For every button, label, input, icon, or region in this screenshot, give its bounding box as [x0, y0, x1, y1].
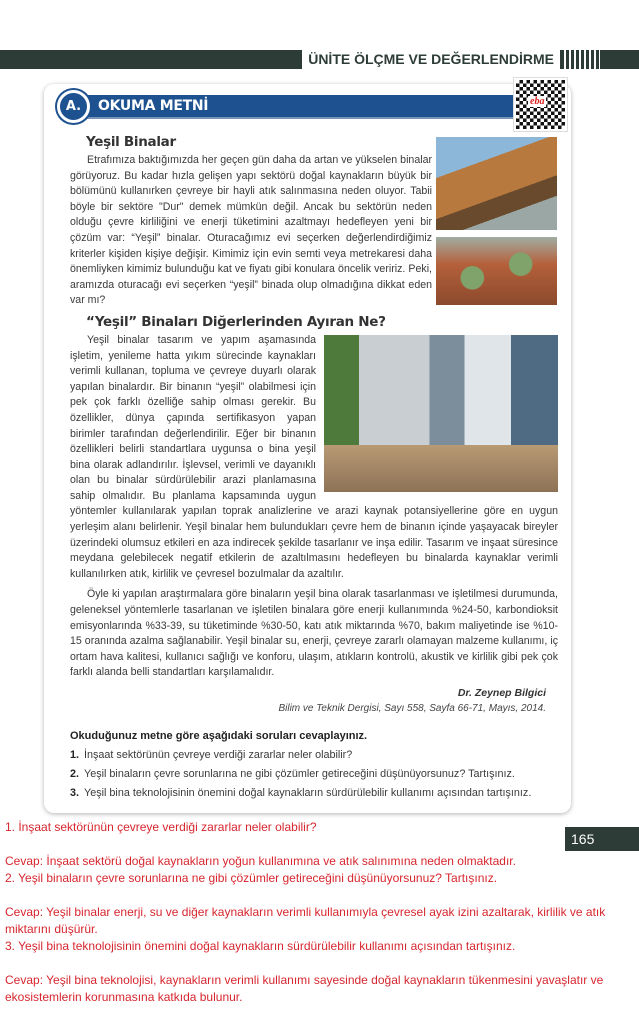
main-content — [0, 84, 639, 1006]
paragraph-3 — [70, 587, 558, 681]
page-number: 165 — [565, 827, 639, 851]
question-text: Yeşil binaların çevre sorunlarına ne gibi çözümler getireceğini düşünüyorsunuz? Tartışınız. — [84, 768, 515, 780]
question-2 — [70, 768, 558, 780]
question-3 — [70, 787, 558, 799]
section-header — [70, 95, 520, 119]
question-text: Yeşil bina teknolojisinin önemini doğal kaynakların sürdürülebilir kullanımı açısından tartışınız. — [84, 787, 532, 799]
question-number: 1. — [70, 749, 80, 761]
paragraph-1-text: Etrafımıza baktığımızda her geçen gün daha da artan ve yükselen binalar görüyoruz. Bu kadar hızla gelişen yapı sektörü doğal kaynakların büyük bir bölümünü kullanırken çevreye bir hayli atık salınmasına neden oluyor. Tabii böyle bir sektöre "Dur" demek mümkün değil. Ancak bu sektörün neden olduğu çevre kirliliğini ve enerji tüketimini azaltmayı hedefleyen yeni bir çözüm var: “Yeşil” binalar. Oturacağımız evi seçerken değerlendirdiğimiz kriterler kişiden kişiye değişir. Kimimiz için evin semti veya metrekaresi daha önemliyken kimimiz bulunduğu kat ve fiyatı gibi konulara öncelik veririz. Peki, aramızda oturacağı evi seçerken “yeşil” binada olup olmadığına dikkat eden var mı? — [70, 154, 432, 307]
green-building-interior-photo — [324, 335, 558, 492]
question-number: 2. — [70, 768, 80, 780]
answer-2: Cevap: Yeşil binalar enerji, su ve diğer kaynakların verimli kullanımıyla çevresel ayak izini azaltarak, kirlilik ve atık miktarını düşürür. — [5, 905, 606, 936]
article-heading: Yeşil Binalar — [86, 134, 176, 150]
green-building-photo-1 — [436, 137, 557, 230]
answer-3: Cevap: Yeşil bina teknolojisi, kaynakların verimli kullanımı sayesinde doğal kaynakların tükenmesini yavaşlatır ve ekosistemlerin korunmasına katkıda bulunur. — [5, 973, 604, 1004]
header-stripes — [564, 50, 600, 69]
paragraph-2a-text: Yeşil binalar tasarım ve yapım aşamasında işletim, yenileme hatta yıkım sürecinde kaynakları verimli kullanan, topluma ve çevreye duyarlı olarak yapılan binalardır. Bir binanın “yeşil” olabilmesi için pek çok farklı özelliğe sahip olması gerekir. Bu özellikler, dünya çapında sertifikasyon yapan birimler tarafından değerlendirilir. Eğer bir binanın özellikleri belirli standartlara uygunsa o bina yeşil bina olarak adlandırılır. İşlevsel, verimli ve dayanıklı olan bu binalar sürdürülebilir arazi planlamasına sahip olmalıdır. Bu planlama kapsamında — [70, 333, 316, 502]
paragraph-2 — [70, 333, 558, 583]
article-subheading: “Yeşil” Binaları Diğerlerinden Ayıran Ne? — [86, 313, 386, 330]
qr-label: eba — [530, 96, 545, 107]
paragraph-2b-text: uygun yöntemler kullanılarak yapılan toprak analizlerine ve arazi kaynak potansiyellerine göre en uygun yerleşim alanı belirlenir. Yeşil binalar hem bulundukları çevre hem de binanın içinde yaşayacak bireyler üzerindeki olumsuz etkileri en aza indirecek şekilde tasarlanır ve inşa edilir. Tasarım ve inşaat süresince meydana gelebilecek negatif etkilerin de azaltılmasını hedefleyen bu binalarda kaynaklar verimli kullanılırken atık, kirlilik ve çevresel bozulmalar da azaltılır. — [70, 489, 558, 580]
paragraph-1 — [70, 153, 432, 309]
question-number: 3. — [70, 787, 80, 799]
answers-section — [0, 819, 639, 1006]
answer-3-question: 3. Yeşil bina teknolojisinin önemini doğal kaynakların sürdürülebilir kullanımı açısından tartışınız. — [5, 939, 516, 953]
answer-2-question: 2. Yeşil binaların çevre sorunlarına ne gibi çözümler getireceğini düşünüyorsunuz? Tartışınız. — [5, 871, 498, 885]
author: Dr. Zeynep Bilgici — [457, 687, 546, 699]
section-letter-badge: A. — [57, 90, 90, 123]
paragraph-3-text: Öyle ki yapılan araştırmalara göre binaların yeşil bina olarak tasarlanması ve işletilmesi durumunda, geleneksel yöntemlerle tasarlanan ve işletilen binalara göre enerji kullanımında %24-50, karbondioksit emisyonlarında %33-39, su tüketiminde %30-50, katı atık miktarında %70, bakım maliyetinde ise %10-15 oranında azalma sağlanabilir. Yeşil binalar su, enerji, çevreye zararlı olamayan malzeme kullanımı, iç ortam hava kalitesi, kullanıcı sağlığı ve konforu, ulaşım, atıkların kontrolü, akustik ve kirlilik gibi pek çok farklı alanda belli standartları karşılamalıdır. — [70, 588, 558, 679]
question-1 — [70, 749, 558, 761]
question-text: İnşaat sektörünün çevreye verdiği zararlar neler olabilir? — [84, 749, 353, 761]
section-title: OKUMA METNİ — [98, 98, 209, 114]
answer-1: Cevap: İnşaat sektörü doğal kaynakların yoğun kullanımına ve atık salınımına neden olmaktadır. — [5, 854, 516, 868]
unit-title: ÜNİTE ÖLÇME VE DEĞERLENDİRME — [302, 49, 560, 70]
answer-1-question: 1. İnşaat sektörünün çevreye verdiği zararlar neler olabilir? — [5, 820, 317, 834]
reading-card — [44, 84, 571, 813]
citation: Bilim ve Teknik Dergisi, Sayı 558, Sayfa 66-71, Mayıs, 2014. — [278, 703, 546, 714]
questions-heading: Okuduğunuz metne göre aşağıdaki soruları cevaplayınız. — [70, 730, 368, 742]
green-roof-photo — [436, 237, 557, 305]
